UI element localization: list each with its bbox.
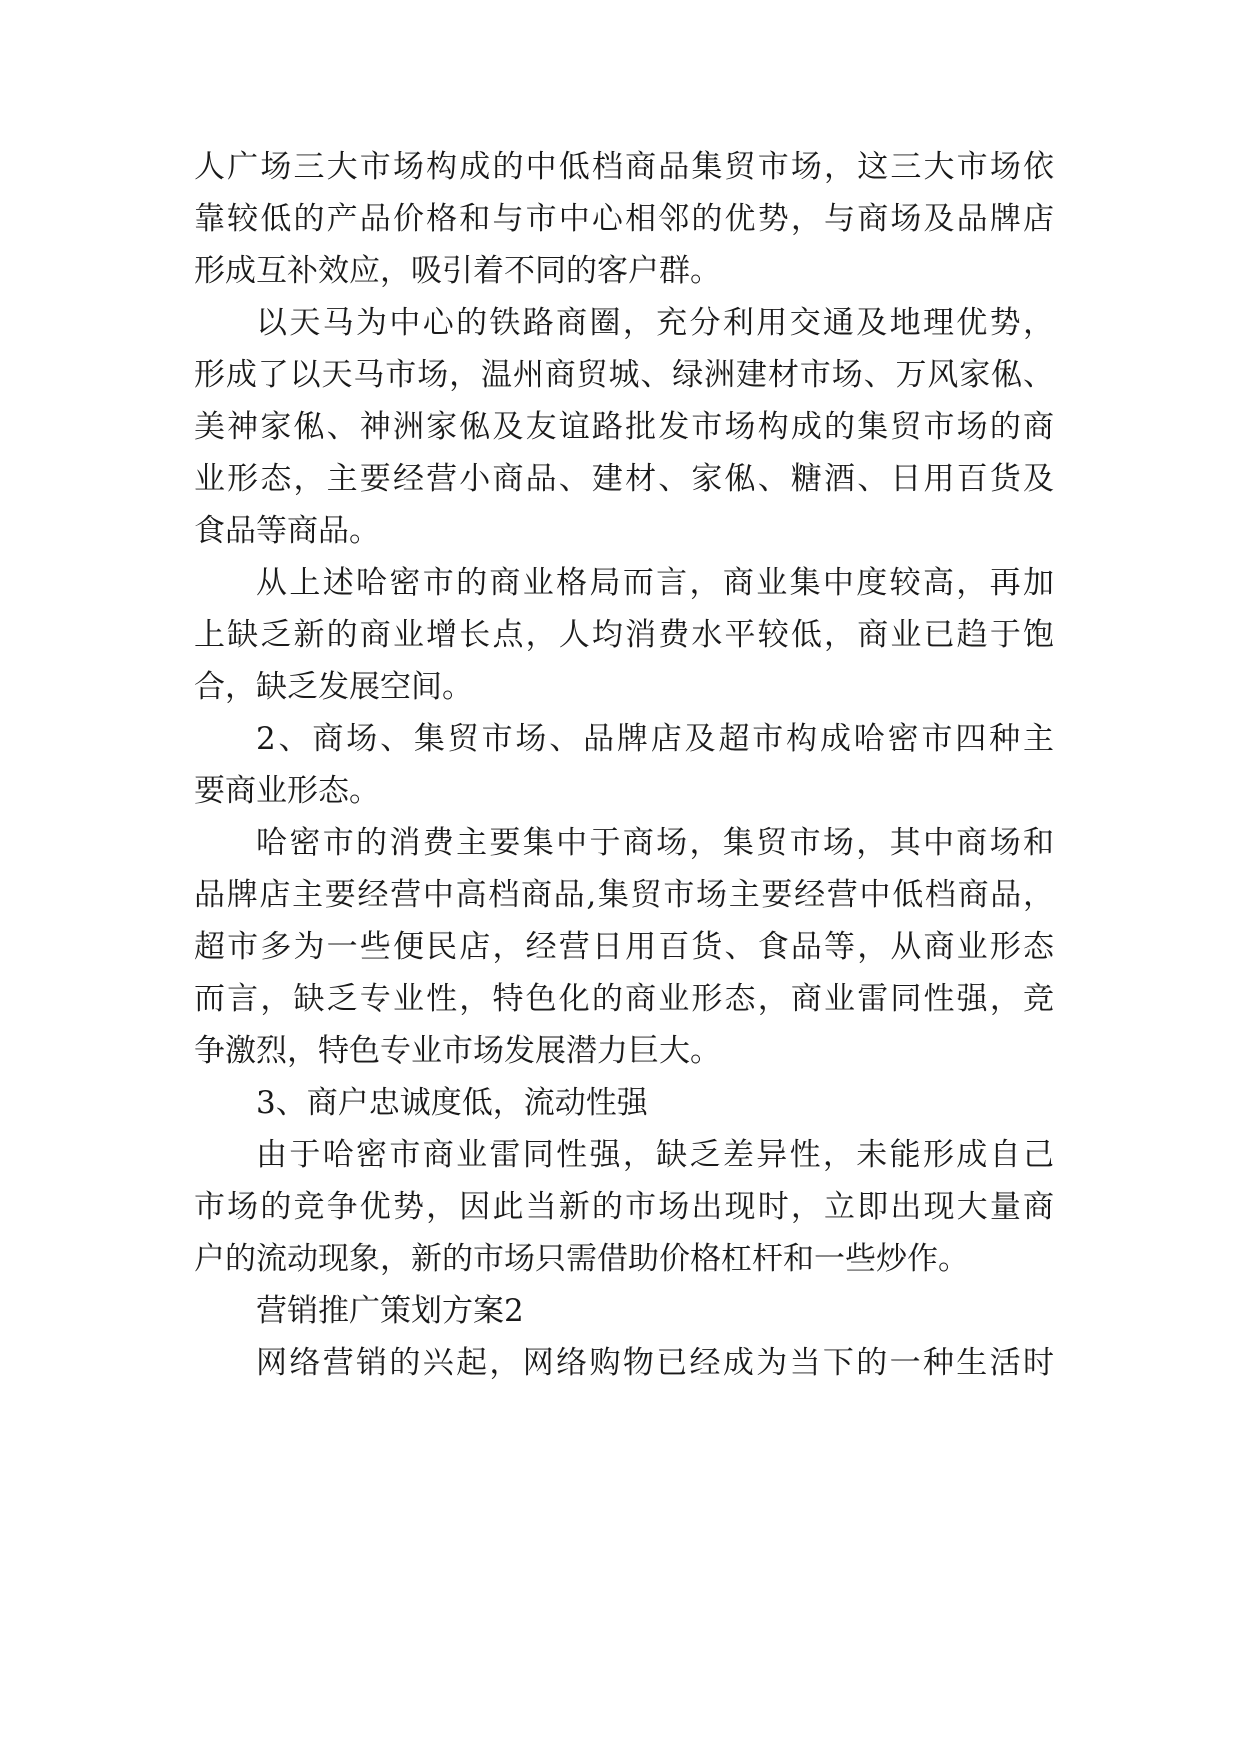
heading-line: 3、商户忠诚度低，流动性强 [256, 1085, 648, 1121]
text-line: 市场的竞争优势，因此当新的市场出现时，立即出现大量商 [194, 1189, 1054, 1225]
text-line: 上缺乏新的商业增长点，人均消费水平较低，商业已趋于饱 [194, 617, 1054, 653]
paragraph-start-line: 以天马为中心的铁路商圈，充分利用交通及地理优势， [256, 305, 1054, 341]
text-line: 人广场三大市场构成的中低档商品集贸市场，这三大市场依 [194, 149, 1054, 185]
text-line: 形成了以天马市场，温州商贸城、绿洲建材市场、万风家俬、 [194, 357, 1054, 393]
text-line: 形成互补效应，吸引着不同的客户群。 [194, 253, 721, 289]
section-title: 营销推广策划方案2 [256, 1293, 524, 1329]
text-line: 要商业形态。 [194, 773, 380, 809]
text-line: 美神家俬、神洲家俬及友谊路批发市场构成的集贸市场的商 [194, 409, 1054, 445]
text-line: 户的流动现象，新的市场只需借助价格杠杆和一些炒作。 [194, 1241, 969, 1277]
text-line: 争激烈，特色专业市场发展潜力巨大。 [194, 1033, 721, 1069]
text-line: 超市多为一些便民店，经营日用百货、食品等，从商业形态 [194, 929, 1054, 965]
text-line: 品牌店主要经营中高档商品,集贸市场主要经营中低档商品， [194, 877, 1054, 913]
paragraph-start-line: 从上述哈密市的商业格局而言，商业集中度较高，再加 [256, 565, 1054, 601]
paragraph-start-line: 网络营销的兴起，网络购物已经成为当下的一种生活时 [256, 1345, 1054, 1381]
text-line: 食品等商品。 [194, 513, 380, 549]
text-line: 业形态，主要经营小商品、建材、家俬、糖酒、日用百货及 [194, 461, 1054, 497]
paragraph-start-line: 由于哈密市商业雷同性强，缺乏差异性，未能形成自己 [256, 1137, 1054, 1173]
heading-line: 2、商场、集贸市场、品牌店及超市构成哈密市四种主 [256, 721, 1054, 757]
text-line: 合，缺乏发展空间。 [194, 669, 473, 705]
paragraph-start-line: 哈密市的消费主要集中于商场，集贸市场，其中商场和 [256, 825, 1054, 861]
text-line: 靠较低的产品价格和与市中心相邻的优势，与商场及品牌店 [194, 201, 1054, 237]
text-line: 而言，缺乏专业性，特色化的商业形态，商业雷同性强，竞 [194, 981, 1054, 1017]
